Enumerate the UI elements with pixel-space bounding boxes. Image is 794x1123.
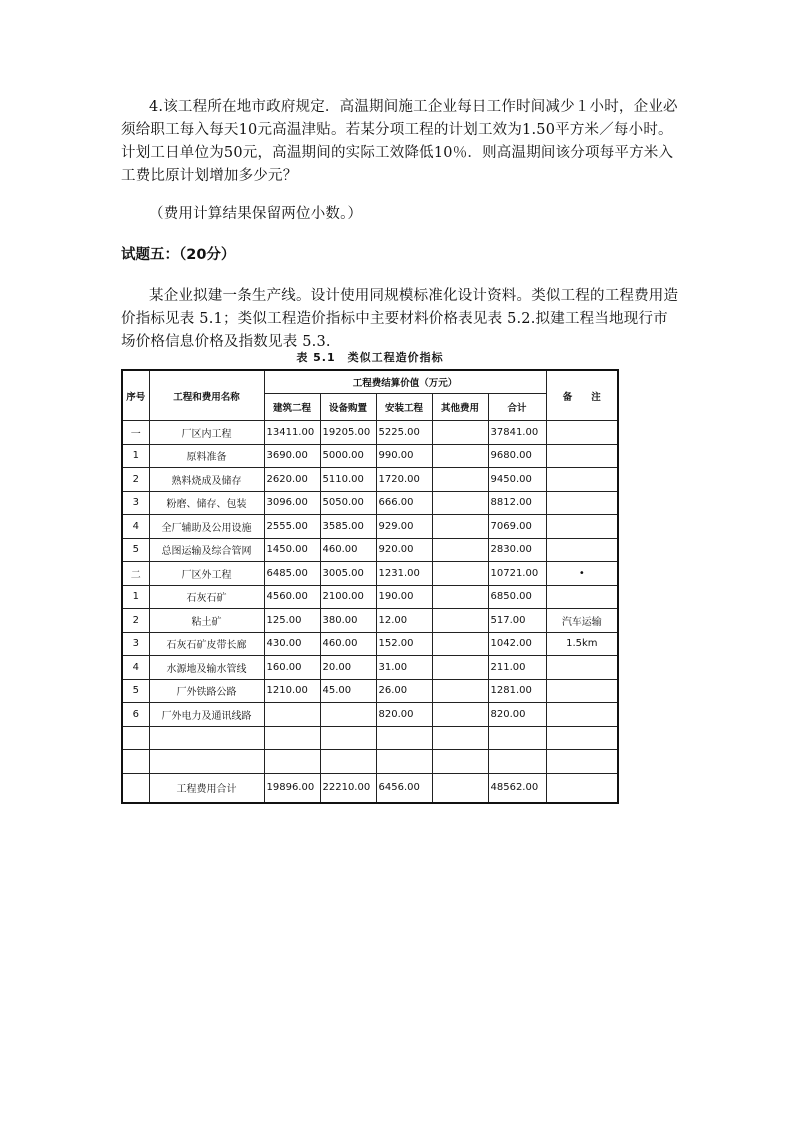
cell-building: 2620.00 <box>264 468 320 492</box>
header-no: 序号 <box>122 370 149 421</box>
cell-total: 48562.00 <box>488 773 546 803</box>
intro-paragraph: 某企业拟建一条生产线。设计使用同规模标准化设计资料。类似工程的工程费用造价指标见表 5.1；类似工程造价指标中主要材料价格表见表 5.2.拟建工程当地现行市场价格信息价格及指数见表 5.3. <box>121 288 679 350</box>
cell-building: 6485.00 <box>264 562 320 586</box>
cell-no: 二 <box>122 562 149 586</box>
cell-install: 190.00 <box>376 585 432 609</box>
cell-other <box>432 609 488 633</box>
cell-other <box>432 585 488 609</box>
cell-note <box>546 703 618 727</box>
cell-note <box>546 444 618 468</box>
cell-other <box>432 444 488 468</box>
cell-other <box>432 703 488 727</box>
cell-equipment: 20.00 <box>320 656 376 680</box>
cell-no <box>122 773 149 803</box>
cell-building: 3690.00 <box>264 444 320 468</box>
cell-equipment: 460.00 <box>320 538 376 562</box>
table-body <box>122 421 618 803</box>
question-4-paragraph: 4.该工程所在地市政府规定．高温期间施工企业每日工作时间减少１小时，企业必须给职工每入每天10元高温津贴。若某分项工程的计划工效为1.50平方米／每小时。计划工日单位为50元，高温期间的实际工效降低10％．则高温期间该分项每平方米入工费比原计划增加多少元？ <box>121 99 678 184</box>
cell-no: 4 <box>122 656 149 680</box>
cell-name: 全厂辅助及公用设施 <box>149 515 264 539</box>
cell-name: 原料准备 <box>149 444 264 468</box>
table-row <box>122 773 618 803</box>
cell-name: 厂外铁路公路 <box>149 679 264 703</box>
cell-note: 1.5km <box>546 632 618 656</box>
cell-note: 汽车运输 <box>546 609 618 633</box>
cell-equipment: 460.00 <box>320 632 376 656</box>
cell-building: 3096.00 <box>264 491 320 515</box>
cell-note <box>546 421 618 445</box>
cell-total: 1042.00 <box>488 632 546 656</box>
cell-equipment <box>320 750 376 774</box>
cell-no: 4 <box>122 515 149 539</box>
cell-other <box>432 491 488 515</box>
table-row <box>122 562 618 586</box>
cell-note <box>546 750 618 774</box>
cell-building <box>264 750 320 774</box>
cell-install: 152.00 <box>376 632 432 656</box>
cell-note <box>546 515 618 539</box>
cell-note <box>546 538 618 562</box>
cell-no: 2 <box>122 468 149 492</box>
cell-name: 总图运输及综合管网 <box>149 538 264 562</box>
cell-no: 5 <box>122 679 149 703</box>
cell-no: 1 <box>122 444 149 468</box>
cell-other <box>432 421 488 445</box>
cell-building: 2555.00 <box>264 515 320 539</box>
cell-total: 8812.00 <box>488 491 546 515</box>
cell-equipment: 3585.00 <box>320 515 376 539</box>
cell-total: 1281.00 <box>488 679 546 703</box>
cost-index-table <box>121 369 619 804</box>
cell-install: 1231.00 <box>376 562 432 586</box>
cell-no <box>122 750 149 774</box>
table-row <box>122 632 618 656</box>
cell-building <box>264 703 320 727</box>
table-row <box>122 703 618 727</box>
cell-building: 19896.00 <box>264 773 320 803</box>
cell-total: 6850.00 <box>488 585 546 609</box>
table-caption: 表 5.1 类似工程造价指标 <box>296 351 444 364</box>
cell-name: 石灰石矿皮带长廊 <box>149 632 264 656</box>
cell-install: 6456.00 <box>376 773 432 803</box>
cell-name: 石灰石矿 <box>149 585 264 609</box>
table-row <box>122 444 618 468</box>
cell-install: 31.00 <box>376 656 432 680</box>
cell-install: 5225.00 <box>376 421 432 445</box>
cell-install: 26.00 <box>376 679 432 703</box>
cell-other <box>432 632 488 656</box>
cell-install: 920.00 <box>376 538 432 562</box>
table-row <box>122 491 618 515</box>
cell-total: 211.00 <box>488 656 546 680</box>
cell-no: 6 <box>122 703 149 727</box>
cell-equipment <box>320 703 376 727</box>
cell-building: 125.00 <box>264 609 320 633</box>
cell-name: 粘土矿 <box>149 609 264 633</box>
cell-no: 1 <box>122 585 149 609</box>
cell-install: 1720.00 <box>376 468 432 492</box>
cell-building: 4560.00 <box>264 585 320 609</box>
header-equipment: 设备购置 <box>320 394 376 421</box>
cell-equipment: 19205.00 <box>320 421 376 445</box>
cell-no: 2 <box>122 609 149 633</box>
cell-name: 粉磨、储存、包装 <box>149 491 264 515</box>
cell-other <box>432 679 488 703</box>
cell-note <box>546 585 618 609</box>
cell-name: 工程费用合计 <box>149 773 264 803</box>
cell-no: 3 <box>122 491 149 515</box>
header-name: 工程和费用名称 <box>149 370 264 421</box>
cell-install: 990.00 <box>376 444 432 468</box>
cell-other <box>432 726 488 750</box>
table-row <box>122 679 618 703</box>
cell-total: 9450.00 <box>488 468 546 492</box>
cell-total: 2830.00 <box>488 538 546 562</box>
cell-other <box>432 562 488 586</box>
cell-equipment: 22210.00 <box>320 773 376 803</box>
cell-total: 820.00 <box>488 703 546 727</box>
cell-install: 820.00 <box>376 703 432 727</box>
cell-note <box>546 726 618 750</box>
header-install: 安装工程 <box>376 394 432 421</box>
header-note: 备 注 <box>546 370 618 421</box>
cell-name: 厂区外工程 <box>149 562 264 586</box>
cell-other <box>432 656 488 680</box>
cell-note <box>546 679 618 703</box>
table-row <box>122 515 618 539</box>
cell-equipment: 5000.00 <box>320 444 376 468</box>
section-heading: 试题五：（20分） <box>121 247 236 263</box>
cell-total <box>488 750 546 774</box>
table-row <box>122 538 618 562</box>
cell-name: 厂区内工程 <box>149 421 264 445</box>
cell-building: 1450.00 <box>264 538 320 562</box>
table-row <box>122 421 618 445</box>
cell-no: 5 <box>122 538 149 562</box>
cell-install <box>376 726 432 750</box>
cell-other <box>432 773 488 803</box>
cell-equipment: 45.00 <box>320 679 376 703</box>
cell-equipment: 2100.00 <box>320 585 376 609</box>
cell-note <box>546 491 618 515</box>
cell-note <box>546 656 618 680</box>
cell-name: 水源地及输水管线 <box>149 656 264 680</box>
cell-note <box>546 468 618 492</box>
cell-total: 9680.00 <box>488 444 546 468</box>
cell-name: 厂外电力及通讯线路 <box>149 703 264 727</box>
header-group: 工程费结算价值（万元） <box>264 370 546 394</box>
cell-name: 熟料烧成及储存 <box>149 468 264 492</box>
cell-no: 3 <box>122 632 149 656</box>
cell-no <box>122 726 149 750</box>
cell-equipment <box>320 726 376 750</box>
cell-equipment: 5050.00 <box>320 491 376 515</box>
cell-building: 430.00 <box>264 632 320 656</box>
cell-install: 666.00 <box>376 491 432 515</box>
cell-name <box>149 726 264 750</box>
cell-install: 12.00 <box>376 609 432 633</box>
cell-note: • <box>546 562 618 586</box>
cell-other <box>432 515 488 539</box>
cell-total: 37841.00 <box>488 421 546 445</box>
table-row <box>122 609 618 633</box>
cell-total: 517.00 <box>488 609 546 633</box>
cell-building: 1210.00 <box>264 679 320 703</box>
cell-total <box>488 726 546 750</box>
rounding-note: （费用计算结果保留两位小数。） <box>149 206 363 222</box>
cell-other <box>432 750 488 774</box>
cell-other <box>432 538 488 562</box>
header-other: 其他费用 <box>432 394 488 421</box>
table-row <box>122 726 618 750</box>
cell-install: 929.00 <box>376 515 432 539</box>
table-row <box>122 585 618 609</box>
cell-note <box>546 773 618 803</box>
cell-equipment: 380.00 <box>320 609 376 633</box>
header-total: 合计 <box>488 394 546 421</box>
cell-no: 一 <box>122 421 149 445</box>
cell-building <box>264 726 320 750</box>
cell-total: 10721.00 <box>488 562 546 586</box>
table-row <box>122 656 618 680</box>
cell-equipment: 3005.00 <box>320 562 376 586</box>
header-building: 建筑二程 <box>264 394 320 421</box>
cell-building: 160.00 <box>264 656 320 680</box>
cell-install <box>376 750 432 774</box>
cell-total: 7069.00 <box>488 515 546 539</box>
cell-other <box>432 468 488 492</box>
cell-equipment: 5110.00 <box>320 468 376 492</box>
cell-name <box>149 750 264 774</box>
table-row <box>122 468 618 492</box>
table-row <box>122 750 618 774</box>
cell-building: 13411.00 <box>264 421 320 445</box>
